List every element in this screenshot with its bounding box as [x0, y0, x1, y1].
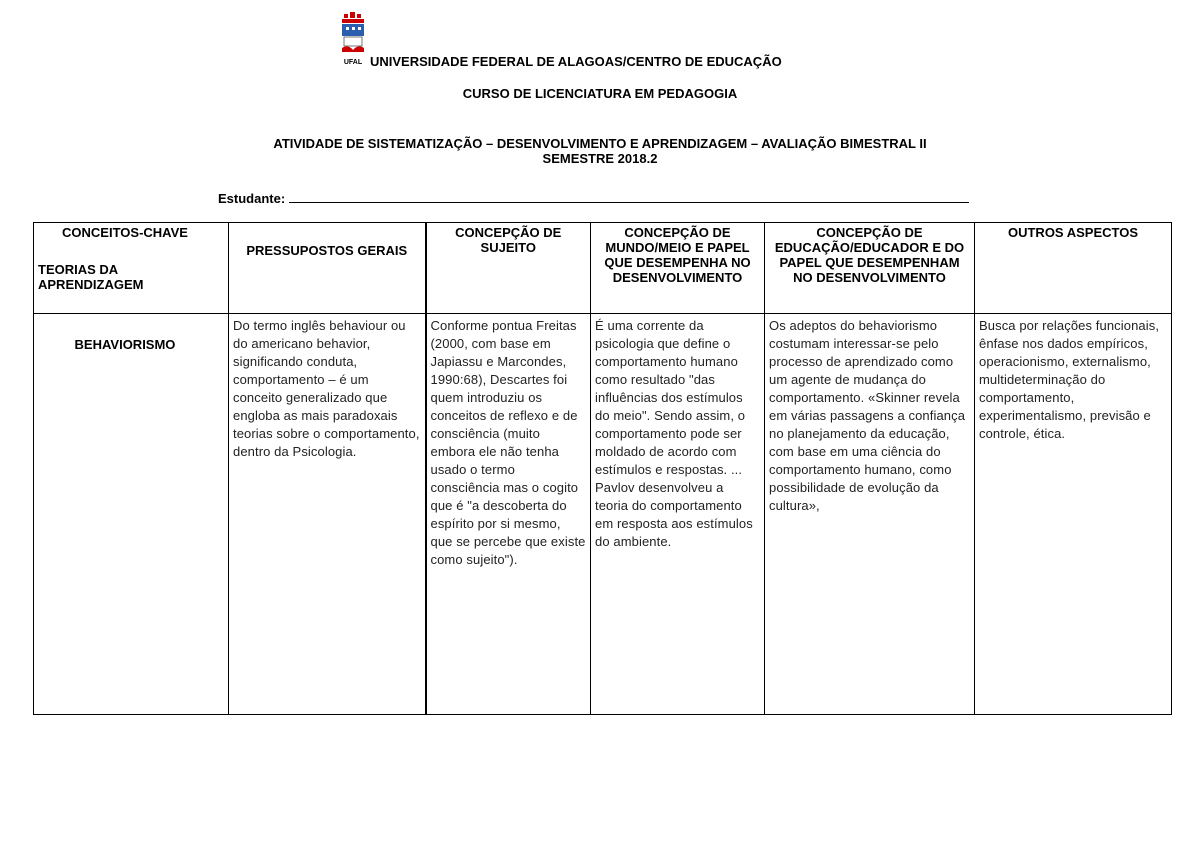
header-pressupostos: PRESSUPOSTOS GERAIS	[229, 223, 426, 314]
table-header-row	[34, 223, 1172, 314]
ufal-logo	[338, 12, 368, 68]
header-sujeito: CONCEPÇÃO DE SUJEITO	[426, 223, 591, 314]
theory-cell: BEHAVIORISMO	[34, 314, 229, 715]
activity-title: ATIVIDADE DE SISTEMATIZAÇÃO – DESENVOLVIMENTO E APRENDIZAGEM – AVALIAÇÃO BIMESTRAL II	[273, 136, 927, 151]
table-row	[34, 314, 1172, 715]
student-blank-line[interactable]	[289, 202, 969, 203]
course-title: CURSO DE LICENCIATURA EM PEDAGOGIA	[462, 86, 738, 101]
concepts-table	[33, 222, 1172, 715]
semester-title: SEMESTRE 2018.2	[542, 151, 658, 166]
student-label: Estudante:	[218, 191, 286, 206]
header-mundo: CONCEPÇÃO DE MUNDO/MEIO E PAPEL QUE DESEMPENHA NO DESENVOLVIMENTO	[591, 223, 765, 314]
educacao-cell: Os adeptos do behaviorismo costumam interessar-se pelo processo de aprendizado como um agente de mudança do comportamento. «Skinner revela em várias passagens a confiança no planejamento da educação, com base em uma ciência do comportamento humano, como possibilidade de evolução da cultura»,	[765, 314, 975, 715]
student-field	[218, 191, 969, 206]
mundo-cell: É uma corrente da psicologia que define o comportamento humano como resultado "das influências dos estímulos do meio". Sendo assim, o comportamento pode ser moldado de acordo com estímulos e respostas. ... Pavlov desenvolveu a teoria do comportamento em resposta aos estímulos do ambiente.	[591, 314, 765, 715]
header-outros: OUTROS ASPECTOS	[975, 223, 1172, 314]
header-conceitos: CONCEITOS-CHAVE TEORIAS DA APRENDIZAGEM	[34, 223, 229, 314]
pressupostos-cell: Do termo inglês behaviour ou do americano behavior, significando conduta, comportamento – é um conceito generalizado que engloba as mais paradoxais teorias sobre o comportamento, dentro da Psicologia.	[229, 314, 426, 715]
svg-text:UFAL: UFAL	[343, 59, 363, 66]
sujeito-cell: Conforme pontua Freitas (2000, com base em Japiassu e Marcondes, 1990:68), Descartes foi quem introduziu os conceitos de reflexo e de consciência (muito embora ele não tenha usado o termo consciência mas o cogito que é "a descoberta do espírito por si mesmo, que se percebe que existe como sujeito").	[426, 314, 591, 715]
outros-cell: Busca por relações funcionais, ênfase nos dados empíricos, operacionismo, externalismo, multideterminação do comportamento, experimentalismo, previsão e controle, ética.	[975, 314, 1172, 715]
university-title: UNIVERSIDADE FEDERAL DE ALAGOAS/CENTRO DE EDUCAÇÃO	[370, 54, 782, 69]
header-educacao: CONCEPÇÃO DE EDUCAÇÃO/EDUCADOR E DO PAPEL QUE DESEMPENHAM NO DESENVOLVIMENTO	[765, 223, 975, 314]
